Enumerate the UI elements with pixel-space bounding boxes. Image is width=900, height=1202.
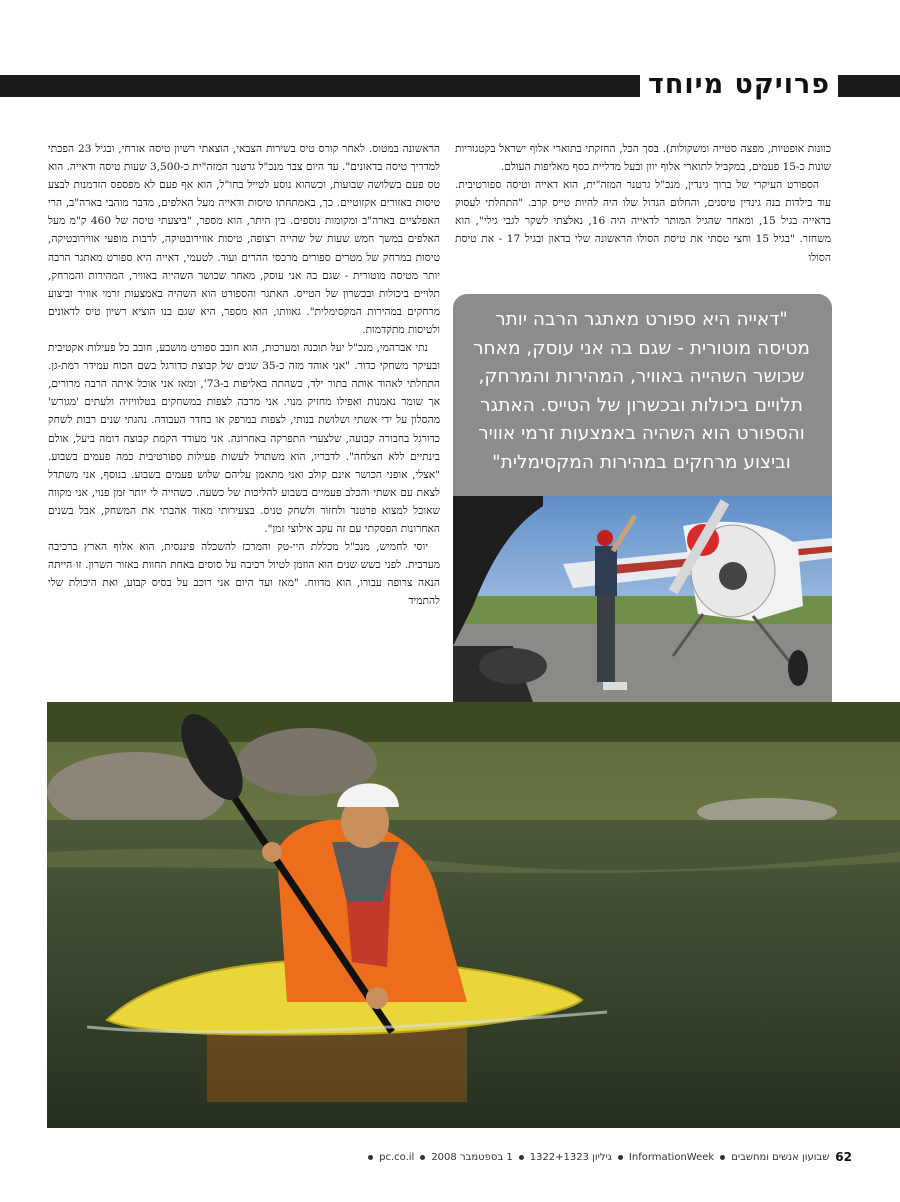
page-number: 62	[835, 1150, 852, 1164]
section-title: פרויקט מיוחד	[640, 68, 838, 102]
issue-number: גיליון 1322+1323	[529, 1151, 612, 1163]
bullet-icon	[618, 1155, 623, 1160]
plane-photo	[453, 496, 832, 702]
kayak-photo	[47, 702, 900, 1128]
bullet-icon	[720, 1155, 725, 1160]
magazine-name: שבועון אנשים ומחשבים	[731, 1151, 830, 1163]
article-column-right	[455, 140, 831, 288]
bullet-icon	[519, 1155, 524, 1160]
paragraph: כוונות אופטיות, מפצה סטייה ומשקולות). בסך הכל, החזקתי בתוארי אלוף ישראל בקטגוריות שונות כ-15 פעמים, במקביל לתוארי אלוף יוון ובעל מדליית כסף מאליפות העולם.	[455, 143, 831, 174]
brand-name: InformationWeek	[628, 1151, 715, 1163]
paragraph: הספורט העיקרי של ברוך גינדין, מנכ"ל גרטנר המזה"ית, הוא דאייה וטיסה ספורטיבית. עוד בילדות בנה גינדין טיסנים, והחלום הגדול שלו היה להיות טייס קרב. "התחלתי לעסוק בדאייה בגיל 15, ומאחר שהגיל המותר לדאייה היה 16, נאלצתי לשקר לגבי גילי", הוא משחזר. "בגיל 15 וחצי טסתי את טיסת הסולו הראשונה שלי בדאון ובגיל 17 - את טיסת הסולו	[455, 179, 831, 264]
paragraph: יוסי לחמיש, מנכ"ל מכללת היי-טק והמרכז להשכלה פיננסית, הוא אלוף הארץ ברכיבה מערבית. לפני כשש שנים הוא הוזמן לטיול רכיבה על סוסים באחת החוות באזור השרון. זו הייתה הנאה צרופה עבורו, הוא מדווח. "מאז ועד היום אני רוכב על בסיס קבוע, ואת היכולת שלי להתמיד	[48, 541, 440, 608]
bullet-icon	[368, 1155, 373, 1160]
paragraph: נתי אברהמי, מנכ"ל יעל תוכנה ומערכות, הוא חובב ספורט מושבע, חובב כל פעילות אקטיבית ובעיקר משחקי כדור. "אני אוהד מזה כ-35 שנים של קבוצת כדורגל בשם הכוח עמידר רמת-גן. התחלתי לאהוד אותה בתור ילד, כשהתה באליפות ב-73', ומאז אני אוכל איתה הרבה מרורים, אך שומר נאמנות ואפילו מחזיק מנוי. אני מרבה לצפות במשחקים בטלוויזיה ולעתים 'מגורש' מהסלון על ידי אשתי ושלושת בנותי, לצפות במרפק או בחדר העבודה. נהגתי שנים רבות לשחק כדורגל בחבורה קבועה, שלצערי התפרקה באחרונה. אני מעודד הקמת קבוצה דומה ביעל, אולם בינתיים ללא הצלחה". לדבריו, הוא משתדל לעשות פעילות ספורטיבית כמה פעמים בשבוע. "אצלי, אופני הכושר אינם קולב ואני מתאמן עליהם שלוש פעמים בשבוע. בנוסף, אני משתדל לצאת עם אשתי והכלב פעמיים בשבוע להליכות של כשעה. כשהייה לי יותר זמן פנוי, אני מקווה שאוכל למצוא פרטנר ולחזור ולשחק טניס. בצעירותי מאוד אהבתי את המשחק, אבל בשנים האחרונות הפסקתי עם זה עקב אילוצי זמן".	[48, 342, 440, 535]
paragraph: הראשונה במטוס. לאחר קורס טיס בשירות הצבאי, הוצאתי רשיון טיסה אזרחי, ובגיל 23 הפכתי למדריך טיסה בדאונים". עד היום צבר מנכ"ל גרטנר המזה"ית כ-3,500 שעות טיסה ודאייה. הוא טס פעם בשלושה שבועות, וכשהוא נוסע לטייל בחו"ל, הוא אף פעם לא מפספס הזדמנות לבצע טיסות באזורים אקזוטיים. כך, באמתחתו טיסות ודאייה מעל האלפים, מדבר מוהבי בארה"ב, הרי האפלציים בארה"ב ומקומות נוספים. בין היתר, הוא מספר, "ביצעתי טיסה של 460 ק"מ מעל האלפים במשך חמש שעות של שהייה רצופה, טיסות אווירובטיקה, לרבות מופעי אווירובטיקה, טיסות במרחק של מטרים ספורים מרכסי ההרים ועוד. לטעמי, דאייה היא ספורט מאתגר הרבה יותר מטיסה מוטורית - שגם בה אני עוסק, מאחר שכושר השהייה באוויר, המהירות והמרחק, תלויים ביכולות ובכשרון של הטייס. האתגר והספורט הוא השהיה באמצעות זרמי אוויר וביצוע מרחקים במהירות המקסימלית". גאוותו, הוא מספר, היא שגם בנו הוציא רשיון טיס לדאונים ולטיסות מתקדמות.	[48, 143, 440, 336]
pull-quote-box	[453, 294, 832, 734]
page-footer	[300, 1150, 852, 1164]
issue-date: 1 בספטמבר 2008	[431, 1151, 513, 1163]
bullet-icon	[420, 1155, 425, 1160]
pull-quote: "דאייה היא ספורט מאתגר הרבה יותר מטיסה מוטורית - שגם בה אני עוסק, מאחר שכושר השהייה באוויר, המהירות והמרחק, תלויים ביכולות ובכשרון של הטייס. האתגר והספורט הוא השהיה באמצעות זרמי אוויר וביצוע מרחקים במהירות המקסימלית"	[473, 309, 810, 473]
website-link[interactable]: pc.co.il	[379, 1151, 415, 1163]
article-column-left	[48, 140, 440, 696]
